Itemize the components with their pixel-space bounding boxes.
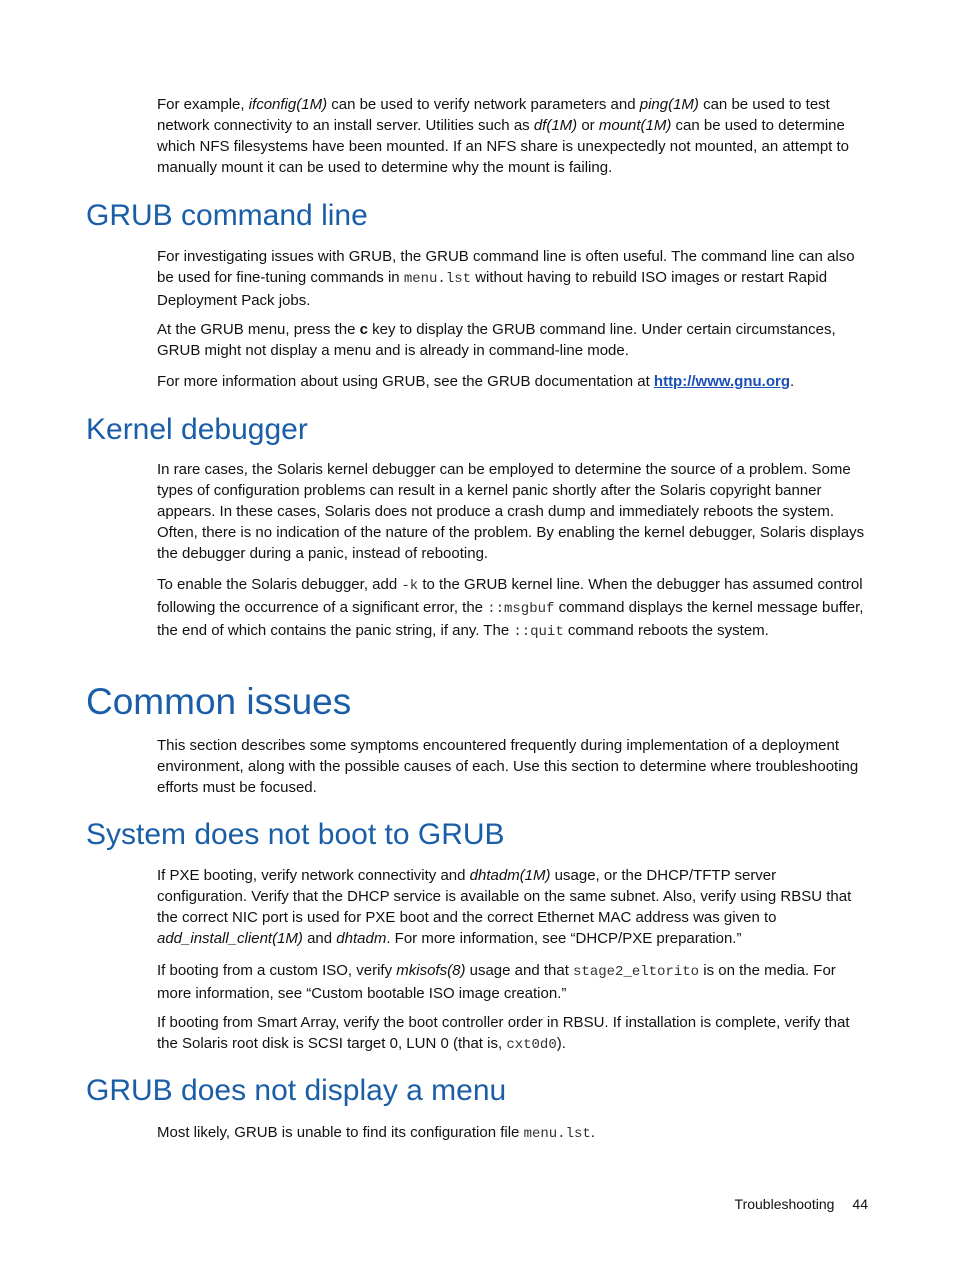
noboot-paragraph-2: If booting from a custom ISO, verify mkisofs(8) usage and that stage2_eltorito is on the media. For more information, see “Custom bootable ISO image creation.” bbox=[157, 962, 836, 1002]
heading-kernel-debugger: Kernel debugger bbox=[86, 413, 308, 446]
grub-cmd-paragraph-3: For more information about using GRUB, see the GRUB documentation at http://www.gnu.org. bbox=[157, 373, 795, 390]
page-footer bbox=[735, 1195, 868, 1213]
page-number: 44 bbox=[852, 1196, 868, 1212]
heading-grub-command-line: GRUB command line bbox=[86, 199, 368, 232]
heading-common-issues: Common issues bbox=[86, 681, 352, 722]
noboot-paragraph-3: If booting from Smart Array, verify the boot controller order in RBSU. If installation is complete, verify that the Solaris root disk is SCSI target 0, LUN 0 (that is, cxt0d0). bbox=[157, 1014, 850, 1053]
kernel-paragraph-2: To enable the Solaris debugger, add -k to the GRUB kernel line. When the debugger has assumed control following the occurrence of a significant error, the ::msgbuf command displays the kernel message buffer, the end of which contains the panic string, if any. The ::quit command reboots the system. bbox=[157, 576, 864, 640]
noboot-paragraph-1: If PXE booting, verify network connectivity and dhtadm(1M) usage, or the DHCP/TFTP server configuration. Verify that the DHCP service is available on the same subnet. Also, verify using RBSU that the correct NIC port is used for PXE boot and the correct Ethernet MAC address was given to add_install_client(1M) and dhtadm. For more information, see “DHCP/PXE preparation.” bbox=[157, 867, 852, 947]
grub-cmd-paragraph-1: For investigating issues with GRUB, the GRUB command line is often useful. The command line can also be used for fine-tuning commands in menu.lst without having to rebuild ISO images or restart Rapid Deployment Pack jobs. bbox=[157, 248, 855, 309]
heading-system-does-not-boot: System does not boot to GRUB bbox=[86, 818, 505, 851]
heading-grub-no-menu: GRUB does not display a menu bbox=[86, 1074, 507, 1107]
nomenu-paragraph: Most likely, GRUB is unable to find its configuration file menu.lst. bbox=[157, 1124, 595, 1142]
footer-section-name: Troubleshooting bbox=[734, 1196, 835, 1212]
gnu-link[interactable]: http://www.gnu.org bbox=[653, 373, 790, 390]
intro-paragraph: For example, ifconfig(1M) can be used to verify network parameters and ping(1M) can be used to test network connectivity to an install server. Utilities such as df(1M) or mount(1M) can be used to determine which NFS filesystems have been mounted. If an NFS share is unexpectedly not mounted, an attempt to manually mount it can be used to determine why the mount is failing. bbox=[157, 96, 850, 176]
kernel-paragraph-1: In rare cases, the Solaris kernel debugger can be employed to determine the source of a problem. Some types of configuration problems can result in a kernel panic shortly after the Solaris copyright banner appears. In these cases, Solaris does not produce a crash dump and immediately reboots the system. Often, there is no indication of the nature of the problem. By enabling the kernel debugger, Solaris displays the debugger during a panic, instead of rebooting. bbox=[157, 461, 865, 562]
grub-cmd-paragraph-2: At the GRUB menu, press the c key to display the GRUB command line. Under certain circumstances, GRUB might not display a menu and is already in command-line mode. bbox=[157, 321, 836, 359]
common-paragraph: This section describes some symptoms encountered frequently during implementation of a deployment environment, along with the possible causes of each. Use this section to determine where troubleshooting efforts must be focused. bbox=[157, 737, 859, 796]
